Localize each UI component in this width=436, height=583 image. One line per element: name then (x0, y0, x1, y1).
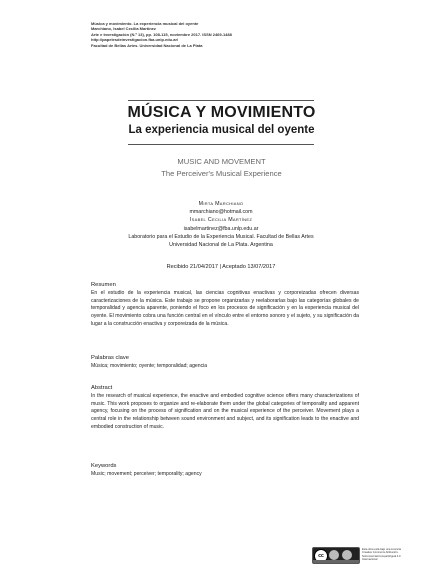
affiliation: Universidad Nacional de La Plata. Argentina (169, 242, 273, 249)
article-title: MÚSICA Y MOVIMIENTO (127, 104, 316, 121)
author-email[interactable]: mmarchiano@hotmail.com (189, 209, 253, 216)
cc-logo-icon: cc (314, 549, 328, 563)
title-rule-bottom (128, 144, 314, 145)
palabras-clave-heading: Palabras clave (91, 355, 130, 361)
author-email[interactable]: isabelmartinez@fba.unlp.edu.ar (183, 225, 259, 232)
author-name: Isabel Cecilia Martínez (189, 217, 253, 224)
license-block[interactable] (312, 544, 412, 564)
author-block (60, 200, 382, 249)
article-subtitle: La experiencia musical del oyente (128, 124, 315, 136)
abstract-section (91, 385, 359, 432)
keywords-body: Music; movement; perceiver; temporality; agency (91, 471, 202, 477)
running-header (91, 21, 391, 48)
abstract-heading: Abstract (91, 385, 113, 391)
license-strip (313, 560, 359, 563)
resumen-heading: Resumen (91, 282, 116, 288)
abstract-body: In the research of musical experience, the enactive and embodied cognitive science offers many characterizations of music. This work proposes to organize and re-elaborate them under the global categories of temporality and apparent agency, focusing on the process of signification and on the musical experience of the perceiver. Movement plays a central role in the relationship between sound environment and subject, and its signification leads to the enactive and embodied construction of music. (91, 393, 359, 430)
license-line: Creative Commons Atribución- (362, 551, 399, 555)
header-line: http://papelesdeinvestigacion.fba.unlp.edu.ar/ (91, 37, 179, 43)
resumen-section (91, 282, 359, 329)
english-title: MUSIC AND MOVEMENT (177, 157, 266, 166)
keywords-section (91, 463, 359, 479)
license-line: Internacional (362, 558, 378, 562)
palabras-clave-section (91, 355, 359, 371)
header-line: Facultad de Bellas Artes. Universidad Nacional de La Plata (91, 42, 203, 48)
attribution-icon (329, 550, 339, 560)
cc-license-icon[interactable] (312, 547, 360, 564)
palabras-clave-body: Música; movimiento; oyente; temporalidad; agencia (91, 363, 208, 369)
license-line: NoComercial-CompartirIgual 4.0 (362, 554, 401, 558)
license-line: Esta obra está bajo una Licencia (362, 548, 401, 551)
noncommercial-icon (342, 550, 352, 560)
license-text (362, 548, 412, 562)
affiliation: Laboratorio para el Estudio de la Experiencia Musical. Facultad de Bellas Artes (128, 233, 314, 240)
header-line: Música y movimiento. La experiencia musical del oyente (91, 21, 199, 26)
author-name: Mirta Marchiano (198, 201, 244, 207)
english-subtitle: The Perceiver's Musical Experience (161, 169, 282, 178)
header-line: Marchiano, Isabel Cecilia Martínez (91, 26, 156, 32)
resumen-body: En el estudio de la experiencia musical, las ciencias cognitivas enactivas y corporeizadas ofrecen diversas caracterizaciones de la música. Este trabajo se propone organizarlas y reelaborarlas bajo las categorías globales de temporalidad y agencia aparente, poniendo el foco en los procesos de significación y en la experiencia musical del oyente. El movimiento cobra una función central en el vínculo entre el entorno sonoro y el sujeto, y su significación da lugar a la construcción enactiva y corporeizada de la música. (91, 290, 359, 327)
keywords-heading: Keywords (91, 463, 117, 469)
received-accepted-dates: Recibido 21/04/2017 | Aceptado 13/07/2017 (166, 264, 276, 270)
header-line: Arte e Investigación (N.º 13), pp. 108-115, noviembre 2017. ISSN 2469-1488 (91, 31, 232, 37)
title-rule-top (128, 100, 314, 101)
